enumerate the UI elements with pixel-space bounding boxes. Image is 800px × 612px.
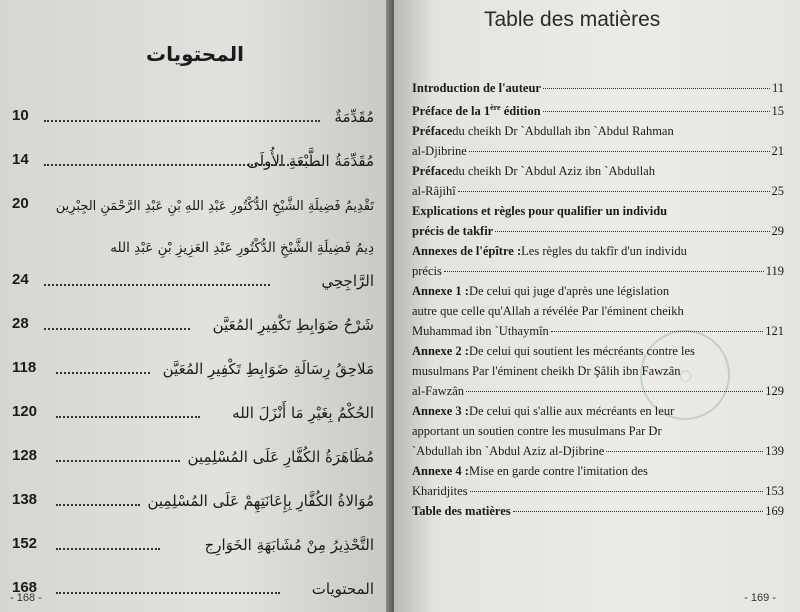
dot-leader (466, 391, 763, 392)
french-toc-title: Table des matières (484, 8, 661, 31)
arabic-toc-text: دِيمُ فَضِيلَةِ الشَّيْخِ الدُّكْتُورِ عَبْدِ العَزِيزِ بْنِ عَبْدِ الله (110, 240, 374, 256)
toc-page-number: 139 (765, 444, 784, 459)
arabic-toc-page: 28 (12, 315, 29, 332)
arabic-toc-text: التَّحْذِيرُ مِنْ مُشَابَهَةِ الخَوَارِج (204, 536, 374, 554)
toc-text: du cheikh Dr `Abdullah ibn `Abdul Rahman (452, 124, 674, 139)
toc-page-number: 119 (765, 264, 784, 279)
toc-page-number: 21 (771, 144, 784, 159)
toc-text: apportant un soutien contre les musulmans Par Dr (412, 424, 662, 439)
toc-text: al-Djibrine (412, 144, 467, 159)
arabic-toc-item (8, 428, 380, 472)
arabic-toc-page: 128 (12, 447, 38, 464)
arabic-toc-page: 20 (12, 195, 29, 212)
arabic-toc-item (8, 384, 380, 428)
toc-page-number: 129 (765, 384, 784, 399)
arabic-toc-page: 10 (12, 107, 29, 124)
arabic-toc-text: مَلاحِقُ رِسَالَةِ ضَوَابِطِ تَكْفِيرِ المُعَيَّن (162, 360, 374, 378)
arabic-toc-item (8, 176, 380, 220)
arabic-toc-page: 152 (12, 535, 38, 552)
dot-leader (56, 372, 150, 374)
toc-text: Kharidjites (412, 484, 468, 499)
toc-text: Mise en garde contre l'imitation des (468, 464, 648, 479)
toc-text: al-Râjihî (412, 184, 456, 199)
french-toc-item (412, 78, 784, 98)
page-number: - 168 - (10, 592, 42, 604)
toc-text: al-Fawzân (412, 384, 465, 399)
toc-text: autre que celle qu'Allah a révélée Par l'éminent cheikh (412, 304, 684, 319)
arabic-toc-text: تَقْدِيمُ فَضِيلَةِ الشَّيْخِ الدُّكْتُورِ عَبْدِ اللهِ بْنِ عَبْدِ الرَّحْمَنِ الجِبْرِين (55, 199, 374, 214)
toc-heading: Introduction de l'auteur (412, 81, 541, 95)
french-toc-item (412, 121, 784, 161)
dot-leader (56, 504, 140, 506)
french-toc-item (412, 281, 784, 341)
arabic-toc-list (8, 88, 380, 604)
toc-page-number: 121 (765, 324, 784, 339)
arabic-toc-page: 14 (12, 151, 29, 168)
toc-heading: Annexe 4 : (412, 464, 469, 479)
toc-heading: Annexe 3 : (412, 404, 469, 419)
toc-text: Les règles du takfîr d'un individu (521, 244, 687, 259)
dot-leader (458, 191, 770, 192)
toc-heading: Préface (412, 164, 453, 179)
page-number: - 169 - (744, 592, 776, 604)
toc-text: musulmans Par l'éminent cheikh Dr Şâlih ibn Fawzân (412, 364, 681, 379)
french-toc-item (412, 401, 784, 461)
arabic-toc-text-continued: الرَّاجِحِي (321, 272, 374, 290)
toc-page-number: 15 (771, 104, 784, 119)
toc-text: du cheikh Dr `Abdul Aziz ibn `Abdullah (452, 164, 655, 179)
toc-text: Muhammad ibn `Uthaymîn (412, 324, 549, 339)
arabic-toc-page: 118 (12, 359, 37, 376)
dot-leader (56, 460, 180, 462)
arabic-toc-item (8, 296, 380, 340)
toc-page-number: 11 (771, 81, 784, 95)
arabic-toc-page: 168 (12, 579, 38, 596)
toc-heading-tail: édition (500, 104, 541, 119)
arabic-toc-text: المحتويات (311, 580, 374, 598)
toc-page-number: 153 (765, 484, 784, 499)
arabic-toc-item (8, 340, 380, 384)
french-toc-item (412, 98, 784, 121)
toc-heading: Explications et règles pour qualifier un individu (412, 204, 668, 219)
arabic-toc-item (8, 88, 380, 132)
arabic-toc-item (8, 132, 380, 176)
arabic-toc-text: الحُكْمُ بِغَيْرِ مَا أَنْزَلَ الله (232, 404, 374, 422)
dot-leader (513, 511, 764, 512)
arabic-toc-page: 24 (12, 271, 29, 288)
arabic-toc-text: مُوَالاةُ الكُفَّارِ بِإِعَانَتِهِمْ عَلَى المُسْلِمِين (147, 492, 374, 510)
dot-leader (44, 284, 270, 286)
french-toc-item (412, 201, 784, 241)
french-toc-list (412, 78, 784, 521)
toc-text: précis (412, 264, 442, 279)
arabic-toc-title: المحتويات (145, 42, 244, 66)
arabic-toc-text: مُقَدِّمَةٌ (334, 108, 374, 126)
toc-heading: Préface de la 1 (412, 104, 491, 119)
toc-superscript: ère (490, 103, 501, 112)
toc-text: De celui qui soutient les mécréants contre les (468, 344, 695, 359)
toc-page-number: 29 (771, 224, 784, 239)
toc-heading: Annexe 1 : (412, 284, 469, 299)
toc-text: De celui qui s'allie aux mécréants en leur (468, 404, 675, 419)
dot-leader (444, 271, 764, 272)
arabic-toc-page: 120 (12, 403, 38, 420)
toc-page-number: 25 (771, 184, 784, 199)
french-toc-item (412, 241, 784, 281)
arabic-toc-text: مُقَدِّمَةُ الطَّبْعَةِ الأُولَى (247, 152, 374, 170)
arabic-toc-text: شَرْحُ ضَوَابِطِ تَكْفِيرِ المُعَيَّن (212, 316, 374, 334)
dot-leader (543, 88, 770, 89)
toc-text: De celui qui juge d'après une législation (468, 284, 670, 299)
dot-leader (495, 231, 769, 232)
french-toc-item (412, 341, 784, 401)
arabic-toc-item (8, 472, 380, 516)
dot-leader (470, 491, 764, 492)
left-page (0, 0, 392, 612)
toc-page-number: 169 (765, 504, 784, 519)
arabic-toc-page: 138 (12, 491, 38, 508)
toc-text: `Abdullah ibn `Abdul Aziz al-Djibrine (412, 444, 605, 459)
dot-leader (56, 548, 160, 550)
show-through-text (0, 0, 392, 40)
toc-heading: Préface (412, 124, 453, 139)
arabic-toc-item (8, 560, 380, 604)
arabic-toc-text: مُظَاهَرَةُ الكُفَّارِ عَلَى المُسْلِمِين (187, 448, 374, 466)
french-toc-item (412, 161, 784, 201)
toc-heading: Annexes de l'épître : (412, 244, 522, 259)
dot-leader (44, 120, 320, 122)
arabic-toc-item (8, 220, 380, 296)
dot-leader (44, 328, 190, 330)
dot-leader (551, 331, 763, 332)
dot-leader (606, 451, 763, 452)
watermark-stamp: ◯ (627, 317, 742, 432)
french-toc-item (412, 501, 784, 521)
toc-heading: précis de takfir (412, 224, 494, 239)
arabic-toc-item (8, 516, 380, 560)
toc-heading: Table des matières (412, 504, 511, 519)
french-toc-item (412, 461, 784, 501)
dot-leader (543, 111, 770, 112)
dot-leader (56, 592, 280, 594)
dot-leader (469, 151, 770, 152)
right-page (394, 0, 800, 612)
toc-heading: Annexe 2 : (412, 344, 469, 359)
dot-leader (56, 416, 200, 418)
